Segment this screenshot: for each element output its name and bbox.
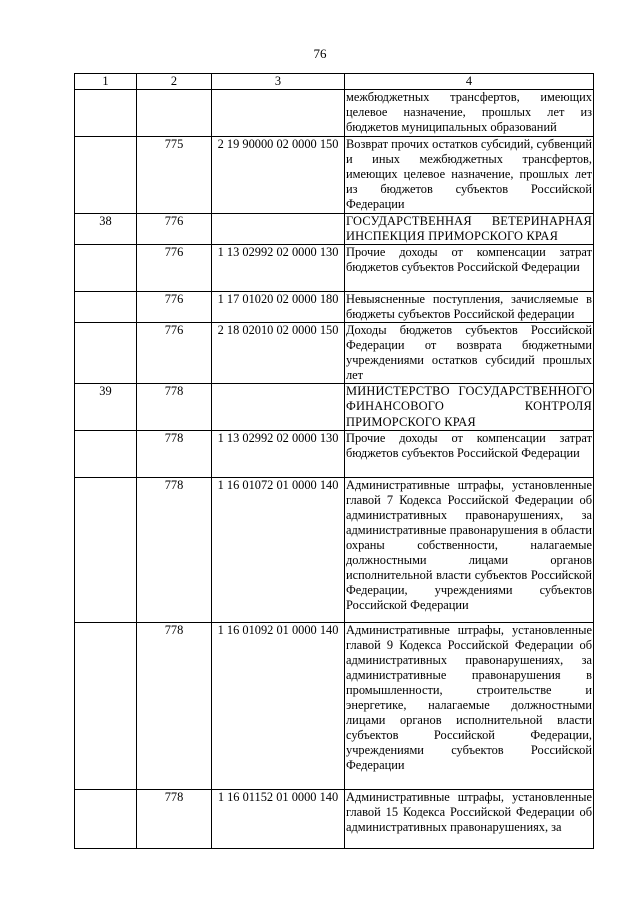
- revenue-description: Прочие доходы от компенсации затрат бюджетов субъектов Российской Федерации: [345, 244, 594, 291]
- row-number: [75, 622, 137, 789]
- admin-code: 776: [137, 244, 212, 291]
- page-number: 76: [313, 46, 327, 61]
- admin-code: [137, 90, 212, 137]
- organization-name: ГОСУДАРСТВЕННАЯ ВЕТЕРИНАРНАЯ ИНСПЕКЦИЯ ПРИМОРСКОГО КРАЯ: [346, 213, 592, 243]
- revenue-code: 2 18 02010 02 0000 150: [212, 322, 345, 383]
- table-row: [75, 622, 594, 789]
- revenue-code: 1 13 02992 02 0000 130: [212, 244, 345, 291]
- revenue-description: Невыясненные поступления, зачисляемые в бюджеты субъектов Российской федерации: [346, 291, 592, 321]
- table-row: [75, 137, 594, 213]
- revenue-code: 1 17 01020 02 0000 180: [212, 291, 345, 322]
- admin-code: 776: [137, 322, 212, 383]
- table-row: [75, 244, 594, 291]
- admin-code: 778: [137, 430, 212, 477]
- table-row: [75, 384, 594, 430]
- admin-code: 778: [137, 622, 212, 789]
- row-number: [75, 137, 137, 213]
- table-row: [75, 291, 594, 322]
- row-number: [75, 430, 137, 477]
- revenue-description: межбюджетных трансфертов, имеющих целевое назначение, прошлых лет из бюджетов муниципальных образований: [345, 90, 594, 137]
- revenue-code: [212, 384, 345, 430]
- row-number: [75, 291, 137, 322]
- admin-code: 778: [137, 384, 212, 430]
- table-row: [75, 90, 594, 137]
- row-number: [75, 244, 137, 291]
- table-row: [75, 430, 594, 477]
- revenue-code: 1 16 01152 01 0000 140: [212, 789, 345, 848]
- revenue-code: [212, 213, 345, 244]
- row-number: 38: [75, 213, 137, 244]
- revenue-description: Возврат прочих остатков субсидий, субвенций и иных межбюджетных трансфертов, имеющих целевое назначение, прошлых лет из бюджетов субъектов Российской Федерации: [346, 137, 592, 212]
- column-header-2: 2: [137, 74, 212, 90]
- row-number: [75, 322, 137, 383]
- admin-code: 776: [137, 213, 212, 244]
- row-number: [75, 477, 137, 622]
- table-row: [75, 322, 594, 383]
- revenue-code: 1 16 01092 01 0000 140: [212, 622, 345, 789]
- row-number: [75, 789, 137, 848]
- revenue-code: [212, 90, 345, 137]
- admin-code: 778: [137, 789, 212, 848]
- revenue-code: 2 19 90000 02 0000 150: [212, 137, 345, 213]
- table-row: [75, 477, 594, 622]
- revenue-description: Прочие доходы от компенсации затрат бюджетов субъектов Российской Федерации: [345, 430, 594, 477]
- column-header-3: 3: [212, 74, 345, 90]
- revenue-code: 1 16 01072 01 0000 140: [212, 477, 345, 622]
- table-header-row: [75, 74, 594, 90]
- revenue-description: Административные штрафы, установленные главой 9 Кодекса Российской Федерации об административных правонарушениях, за административные правонарушения в промышленности, строительстве и энергетике, налагаемые должностными лицами органов исполнительной власти субъектов Российской Федерации, учреждениями субъектов Российской Федерации: [345, 622, 594, 789]
- revenue-description: Доходы бюджетов субъектов Российской Федерации от возврата бюджетными учреждениями остатков субсидий прошлых лет: [346, 322, 592, 383]
- row-number: 39: [75, 384, 137, 430]
- column-header-1: 1: [75, 74, 137, 90]
- table-row: [75, 789, 594, 848]
- column-header-4: 4: [345, 74, 594, 90]
- budget-codes-table: [74, 73, 594, 849]
- revenue-description: Административные штрафы, установленные главой 7 Кодекса Российской Федерации об административных правонарушениях, за административные правонарушения в области охраны собственности, налагаемые должностными лицами органов исполнительной власти субъектов Российской Федерации, учреждениями субъектов Российской Федерации: [345, 477, 594, 622]
- revenue-description: Административные штрафы, установленные главой 15 Кодекса Российской Федерации об административных правонарушениях, за: [345, 789, 594, 848]
- admin-code: 775: [137, 137, 212, 213]
- row-number: [75, 90, 137, 137]
- revenue-code: 1 13 02992 02 0000 130: [212, 430, 345, 477]
- table-row: [75, 213, 594, 244]
- admin-code: 776: [137, 291, 212, 322]
- organization-name: МИНИСТЕРСТВО ГОСУДАРСТВЕННОГО ФИНАНСОВОГО КОНТРОЛЯ ПРИМОРСКОГО КРАЯ: [346, 384, 592, 429]
- admin-code: 778: [137, 477, 212, 622]
